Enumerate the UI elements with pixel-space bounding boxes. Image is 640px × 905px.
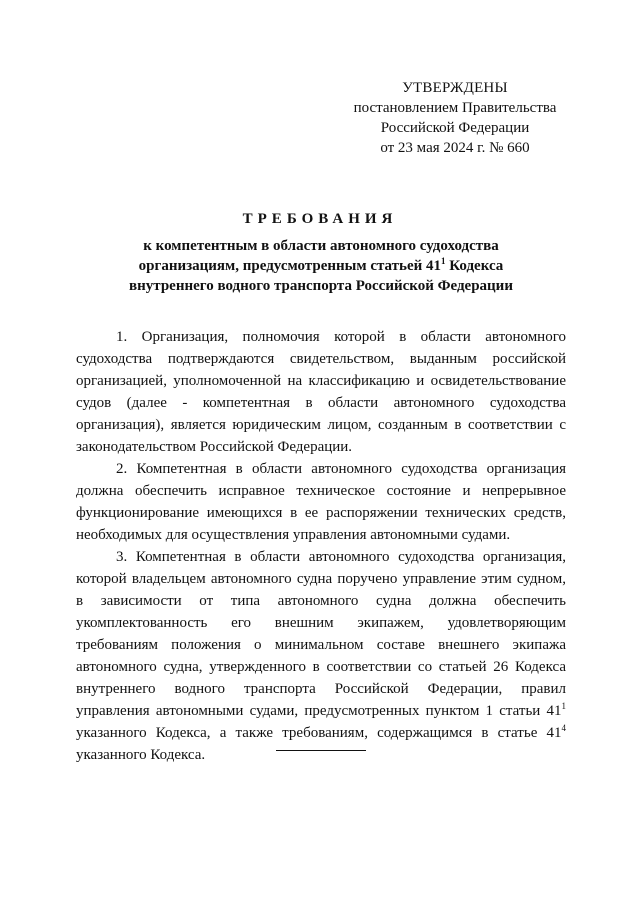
paragraph-2: 2. Компетентная в области автономного судоходства организация должна обеспечить исправное техническое состояние и непрерывное функционирование имеющихся в ее распоряжении технических средств, необходимых для осуществления управления автономными судами. bbox=[76, 461, 566, 543]
document-title: ТРЕБОВАНИЯ bbox=[242, 211, 398, 227]
approval-block bbox=[340, 78, 570, 158]
approval-line-3: от 23 мая 2024 г. № 660 bbox=[380, 140, 530, 156]
document-subtitle bbox=[80, 236, 562, 296]
paragraph-1: 1. Организация, полномочия которой в области автономного судоходства подтверждаются свидетельством, выданным российской организацией, уполномоченной на классификацию и освидетельствование судов (далее - компетентная в области автономного судоходства организация), является юридическим лицом, созданным в соответствии с законодательством Российской Федерации. bbox=[76, 329, 566, 455]
end-divider bbox=[276, 750, 366, 751]
approval-line-1: постановлением Правительства bbox=[353, 100, 557, 116]
subtitle-line-2-text: организациям, предусмотренным статьей 41 bbox=[138, 258, 441, 274]
subtitle-line-3: внутреннего водного транспорта Российской Федерации bbox=[129, 278, 513, 294]
subtitle-superscript: 1 bbox=[441, 256, 446, 266]
subtitle-line-2 bbox=[80, 256, 562, 276]
paragraph-3-part-1: 3. Компетентная в области автономного судоходства организация, которой владельцем автономного судна поручено управление этим судном, в зависимости от типа автономного судна должна обеспечить укомплектованность его внешним экипажем, удовлетворяющим требованиям положения о минимальном составе внешнего экипажа автономного судна, утвержденного в соответствии со статьей 26 Кодекса внутреннего водного транспорта Российской Федерации, правил управления автономными судами, предусмотренных пунктом 1 статьи 41 bbox=[76, 549, 566, 719]
subtitle-line-1: к компетентным в области автономного судоходства bbox=[143, 238, 499, 254]
paragraph-3 bbox=[76, 546, 566, 766]
paragraph-3-superscript-1: 1 bbox=[561, 701, 566, 711]
paragraph-3-part-3: указанного Кодекса. bbox=[76, 747, 206, 763]
approval-line-2: Российской Федерации bbox=[380, 120, 530, 136]
document-body bbox=[76, 326, 566, 766]
approval-heading: УТВЕРЖДЕНЫ bbox=[402, 80, 508, 96]
subtitle-line-2-suffix: Кодекса bbox=[445, 258, 504, 274]
paragraph-3-part-2: указанного Кодекса, а также требованиям, содержащимся в статье 41 bbox=[76, 725, 562, 741]
paragraph-3-superscript-2: 4 bbox=[561, 723, 566, 733]
